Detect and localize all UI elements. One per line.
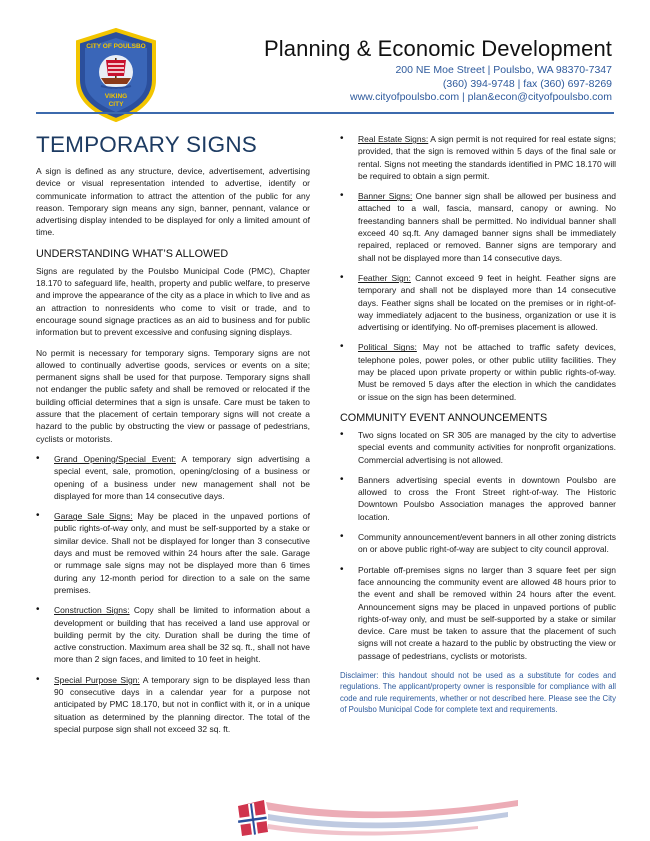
regulation-paragraph: Signs are regulated by the Poulsbo Municipal Code (PMC), Chapter 18.170 to safeguard life, health, property and public welfare, to preserve and improve the appearance of the city as a place in which to live and as an attraction to nonresidents who come to visit or trade, and to encourage sound signage practices as an aid to business and for public information but to prevent excessive and confusing signing displays. (36, 265, 310, 338)
item-text: A temporary sign to be displayed less than 90 consecutive days in a calendar year for a purpose not anticipated by PMC 18.170, but not in conflict with it, or in a unique situation as determined by the planning director. The total of the special purpose sign shall not exceed 32 sq. ft. (54, 674, 310, 734)
list-item (340, 341, 616, 402)
flag-swoosh-decoration (238, 792, 518, 840)
permit-paragraph: No permit is necessary for temporary signs. Temporary signs are not allowed to continually advertise goods, services or events on a site; permanent signs shall be used for that purpose. Temporary signs shall not endanger the public safety and shall be removed or relocated if the building official determines that a sign is unsafe. Care must be taken to assure that the placement of certain temporary signs will not create a hazard to the public by obstructing the view or passage of pedestrians, cyclists or motorists. (36, 347, 310, 444)
left-column (36, 132, 310, 743)
item-text: Copy shall be limited to information about a development or building that has received a land use approval or building permit by the city. Duration shall be during the time of active construction. Maximum area shall be 32 sq. ft., shall not have more than 2 sign faces, and limited to 10 feet in height. (54, 605, 311, 665)
item-term: Feather Sign: (358, 272, 411, 283)
list-item: • Portable off-premises signs no larger than 3 square feet per sign face announcing the community event are allowed 48 hours prior to the event and shall be removed within 24 hours after the event. Announcement signs may be placed in unpaved portions of public rights-of-way only, and must be self-supported by a stake or similar device. Care must be taken to assure that the placement of such signs will not create a hazard to the public by obstructing the view or passage of pedestrians, cyclists or motorists. (340, 564, 616, 662)
list-item: • Banners advertising special events in downtown Poulsbo are allowed to cross the Front Street right-of-way. The Historic Downtown Poulsbo Association manages the approved banner location. (340, 474, 616, 523)
item-term: Garage Sale Signs: (54, 511, 133, 522)
item-term: Political Signs: (358, 342, 417, 353)
seal-bottom-line1: VIKING (104, 93, 128, 100)
list-item (36, 604, 310, 665)
item-text: May be placed in the unpaved portions of public rights-of-way only, and must be self-supported by a stake or similar device. Shall not be displayed for longer than 3 consecutive days and must be removed within 24 hours after the sale. Garage or rummage sale signs may not be displayed more than 6 times during any 12-month period for direction to a sale on the same premises. (54, 511, 310, 595)
department-title: Planning & Economic Development (264, 36, 612, 61)
item-text: A temporary sign advertising a special event, sale, promotion, opening/closing of a business or opening of a business under new management shall not be displayed for more than 14 consecutive days. (54, 453, 310, 501)
seal-bottom-line2: CITY (108, 101, 124, 108)
item-term: Banner Signs: (358, 191, 413, 202)
list-item: • Two signs located on SR 305 are managed by the city to advertise special events and community activities for nonprofit organizations. Commercial advertising is not allowed. (340, 429, 616, 466)
community-events-list (340, 429, 616, 662)
right-column (340, 133, 616, 724)
item-term: Grand Opening/Special Event: (54, 453, 176, 464)
contact-phone: (360) 394-9748 | fax (360) 697-8269 (442, 77, 612, 90)
item-term: Special Purpose Sign: (54, 674, 140, 685)
item-text: One banner sign shall be allowed per business and attached to a wall, fascia, mansard, canopy or awning. No freestanding banners shall be permitted. No individual banner shall exceed 40 sq.ft. Any damaged banner signs shall be immediately repaired, replaced or removed. Banner signs are temporary and shall not be displayed more than 14 consecutive days. (358, 191, 616, 263)
intro-paragraph: A sign is defined as any structure, device, advertisement, advertising device or visual representation intended to advertise, identify or communicate information to attract the attention of the public for any reason. Temporary sign means any sign, banner, pennant, valance or advertising display intended to be displayed for only a limited amount of time. (36, 166, 310, 238)
list-item (36, 510, 310, 596)
contact-address: 200 NE Moe Street | Poulsbo, WA 98370-7347 (395, 64, 612, 76)
item-text: A sign permit is not required for real estate signs; provided, that the sign is removed within 5 days of the final sale or rental. Signs not meeting the standards identified in PMC 18.170 will be required to obtain a sign permit. (358, 134, 616, 181)
list-item (36, 453, 310, 502)
list-item (36, 674, 310, 735)
item-text: May not be attached to traffic safety devices, telephone poles, power poles, or other public utility facilities. They may be placed upon private property or within public rights-of-way. Must be removed 5 days after the election in which the candidates or issue on the sign has been determined. (358, 342, 616, 402)
contact-web-email[interactable]: www.cityofpoulsbo.com | plan&econ@cityofpoulsbo.com (349, 91, 612, 103)
item-text: Cannot exceed 9 feet in height. Feather signs are temporary and shall not be displayed more than 14 consecutive days. Feather signs shall be located on the premises or in right-of-way immediately adjacent to the business, organization or use it is advertising or identifying. No off-premises placement is allowed. (358, 272, 616, 333)
list-item (340, 272, 616, 333)
seal-top-text: CITY OF POULSBO (86, 43, 146, 50)
item-term: Real Estate Signs: (358, 134, 429, 144)
more-sign-types-list (340, 133, 616, 403)
list-item (340, 133, 616, 182)
contact-info (350, 64, 612, 105)
list-item (340, 190, 616, 264)
page-title: TEMPORARY SIGNS (36, 132, 257, 157)
header-divider (36, 112, 614, 114)
letterhead (0, 0, 650, 120)
disclaimer: Disclaimer: this handout should not be used as a substitute for codes and regulations. The applicant/property owner is responsible for compliance with all code and rule requirements, whether or not described here. Please see the City of Poulsbo Municipal Code for complete text and requirements. (340, 670, 616, 715)
list-item: • Community announcement/event banners in all other zoning districts on or above public right-of-way are subject to city council approval. (340, 531, 616, 556)
item-term: Construction Signs: (54, 605, 130, 616)
city-seal-logo (74, 28, 158, 122)
section-heading-allowed: UNDERSTANDING WHAT’S ALLOWED (36, 247, 229, 260)
temporary-sign-types-list (36, 453, 310, 735)
section-heading-community-events: COMMUNITY EVENT ANNOUNCEMENTS (340, 411, 548, 424)
